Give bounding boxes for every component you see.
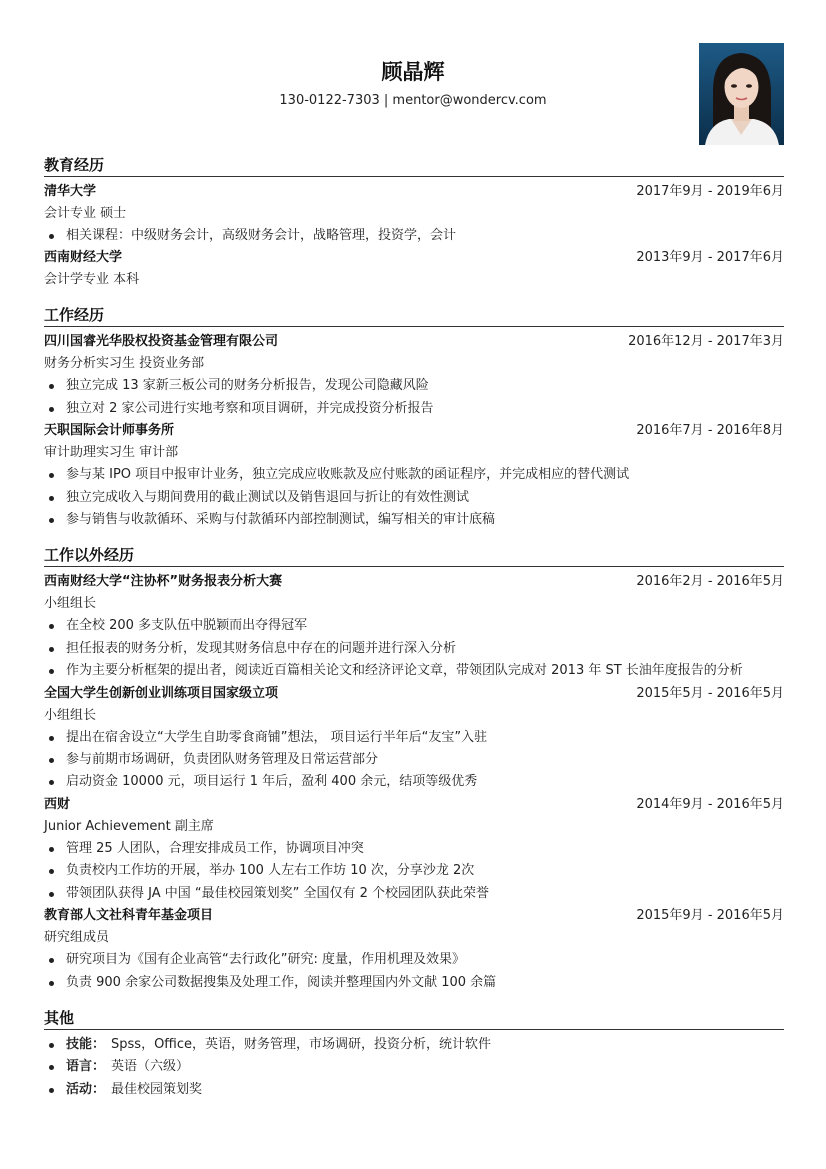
entry-role: 小组组长 [44, 707, 97, 723]
entry-organization: 西南财经大学“注协杯”财务报表分析大赛 [44, 574, 283, 590]
section-title: 教育经历 [44, 153, 784, 177]
entry-date: 2016年7月 - 2016年8月 [636, 423, 784, 439]
extra-entry [44, 794, 784, 905]
education-section [44, 153, 784, 291]
bullet-item: 担任报表的财务分析，发现其财务信息中存在的问题并进行深入分析 [44, 638, 784, 660]
entry-date: 2016年2月 - 2016年5月 [636, 574, 784, 590]
bullet-item: 参与销售与收款循环、采购与付款循环内部控制测试，编写相关的审计底稿 [44, 509, 784, 531]
resume-content [44, 153, 784, 1101]
skills-label: 技能： [66, 1036, 106, 1052]
bullet-item: 负责校内工作坊的开展，举办 100 人左右工作坊 10 次，分享沙龙 2次 [44, 860, 784, 882]
entry-organization: 教育部人文社科青年基金项目 [44, 908, 214, 924]
extra-entry [44, 571, 784, 682]
entry-organization: 全国大学生创新创业训练项目国家级立项 [44, 685, 279, 701]
section-title: 工作经历 [44, 303, 784, 327]
bullet-item: 管理 25 人团队，合理安排成员工作，协调项目冲突 [44, 838, 784, 860]
entry-role: 会计学专业 本科 [44, 272, 140, 288]
section-title: 其他 [44, 1006, 784, 1030]
bullet-item: 相关课程：中级财务会计，高级财务会计，战略管理，投资学，会计 [44, 225, 784, 247]
activity-value: 最佳校园策划奖 [111, 1081, 203, 1097]
bullet-item: 独立对 2 家公司进行实地考察和项目调研，并完成投资分析报告 [44, 398, 784, 420]
bullet-item: 作为主要分析框架的提出者，阅读近百篇相关论文和经济评论文章，带领团队完成对 2013 年 ST 长油年度报告的分析 [44, 660, 784, 682]
extra-entry [44, 683, 784, 794]
bullet-item: 独立完成 13 家新三板公司的财务分析报告，发现公司隐藏风险 [44, 375, 784, 397]
bullet-item: 在全校 200 多支队伍中脱颖而出夺得冠军 [44, 615, 784, 637]
entry-organization: 西南财经大学 [44, 250, 123, 266]
skills-value: Spss，Office，英语，财务管理，市场调研，投资分析，统计软件 [111, 1036, 492, 1052]
entry-organization: 西财 [44, 796, 71, 812]
contact-info: 130-0122-7303 | mentor@wondercv.com [279, 93, 547, 108]
entry-organization: 四川国睿光华股权投资基金管理有限公司 [44, 334, 279, 350]
bullet-item: 提出在宿舍设立“大学生自助零食商铺”想法， 项目运行半年后“友宝”入驻 [44, 727, 784, 749]
entry-date: 2015年5月 - 2016年5月 [636, 685, 784, 701]
language-value: 英语（六级） [111, 1059, 190, 1075]
entry-date: 2016年12月 - 2017年3月 [628, 334, 784, 350]
entry-organization: 清华大学 [44, 184, 97, 199]
entry-organization: 天职国际会计师事务所 [44, 423, 175, 439]
activity-item [44, 1079, 784, 1101]
candidate-name: 顾晶辉 [381, 60, 445, 84]
entry-date: 2015年9月 - 2016年5月 [636, 908, 784, 924]
bullet-item: 启动资金 10000 元，项目运行 1 年后，盈利 400 余元，结项等级优秀 [44, 771, 784, 793]
extra-experience-section [44, 543, 784, 993]
entry-role: 会计专业 硕士 [44, 206, 127, 221]
profile-photo [699, 43, 784, 145]
work-entry [44, 331, 784, 420]
bullet-item: 带领团队获得 JA 中国 “最佳校园策划奖” 全国仅有 2 个校园团队获此荣誉 [44, 883, 784, 905]
entry-role: 研究组成员 [44, 930, 110, 946]
activity-label: 活动： [66, 1081, 106, 1097]
work-section [44, 303, 784, 531]
bullet-item: 参与某 IPO 项目中报审计业务，独立完成应收账款及应付账款的函证程序，并完成相应的替代测试 [44, 464, 784, 486]
bullet-item: 负责 900 余家公司数据搜集及处理工作，阅读并整理国内外文献 100 余篇 [44, 972, 784, 994]
extra-entry [44, 905, 784, 994]
entry-role: 财务分析实习生 投资业务部 [44, 356, 205, 372]
bullet-item: 独立完成收入与期间费用的截止测试以及销售退回与折让的有效性测试 [44, 487, 784, 509]
education-entry [44, 247, 784, 291]
other-section [44, 1006, 784, 1101]
skills-item [44, 1034, 784, 1056]
entry-date: 2017年9月 - 2019年6月 [636, 184, 784, 199]
section-title: 工作以外经历 [44, 543, 784, 567]
bullet-item: 研究项目为《国有企业高管“去行政化”研究: 度量，作用机理及效果》 [44, 949, 784, 971]
bullet-item: 参与前期市场调研，负责团队财务管理及日常运营部分 [44, 749, 784, 771]
education-entry [44, 181, 784, 247]
entry-date: 2013年9月 - 2017年6月 [636, 250, 784, 266]
entry-date: 2014年9月 - 2016年5月 [636, 796, 784, 812]
work-entry [44, 420, 784, 531]
language-label: 语言： [66, 1059, 106, 1075]
language-item [44, 1056, 784, 1078]
entry-role: 小组组长 [44, 596, 97, 612]
portrait-image [699, 43, 784, 145]
entry-role: 审计助理实习生 审计部 [44, 445, 179, 461]
entry-role: Junior Achievement 副主席 [44, 818, 214, 834]
